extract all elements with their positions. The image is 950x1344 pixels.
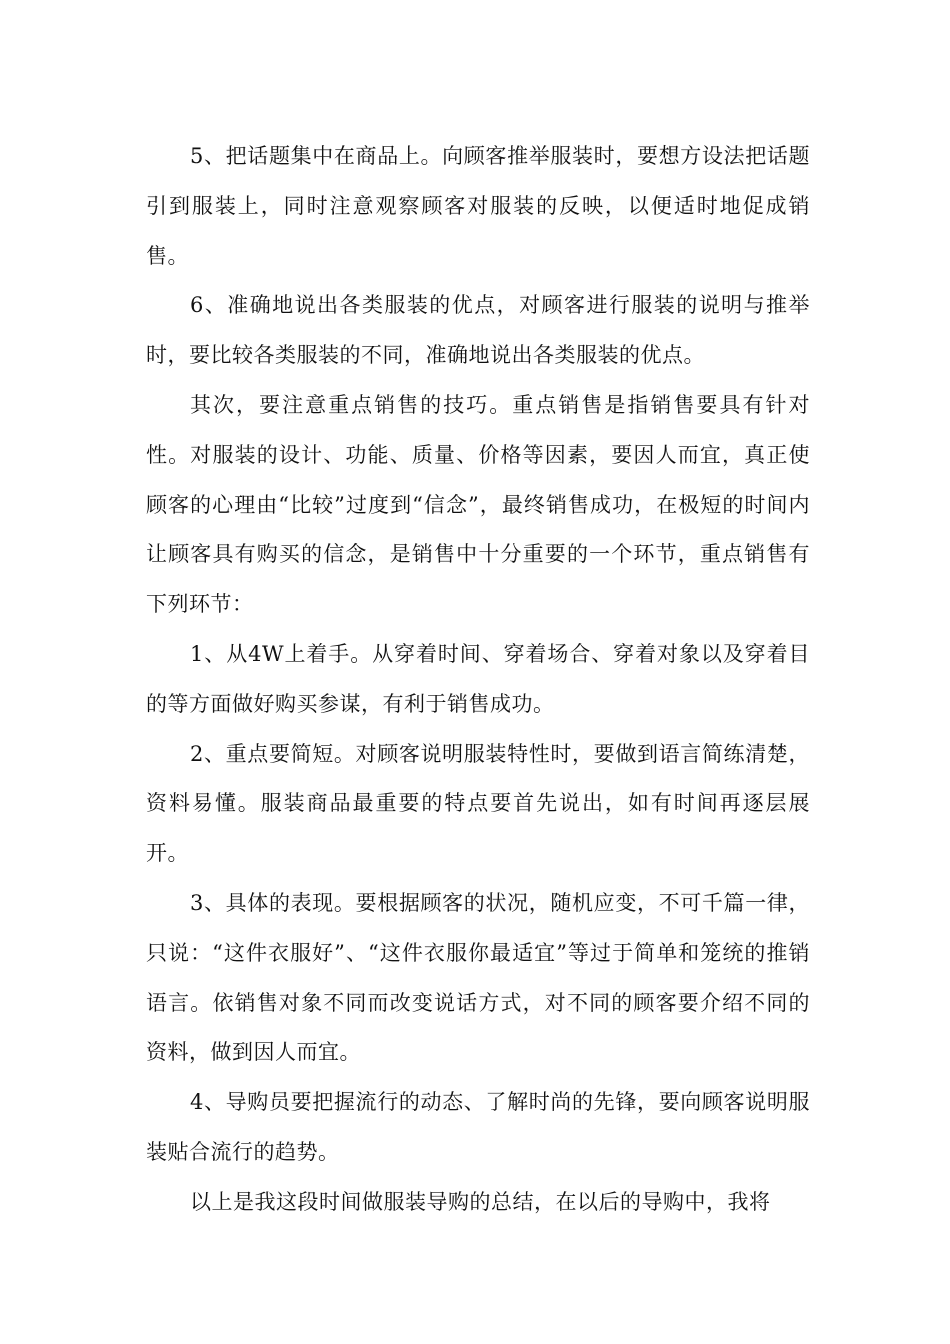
paragraph-summary: 以上是我这段时间做服装导购的总结，在以后的导购中，我将: [190, 1189, 771, 1214]
paragraph-tip-6: 6、准确地说出各类服装的优点，对顾客进行服装的说明与推举时，要比较各类服装的不同，准确地说出各类服装的优点。: [146, 293, 810, 368]
document-body: [146, 132, 810, 1228]
paragraph-step-1: 1、从4W上着手。从穿着时间、穿着场合、穿着对象以及穿着目的等方面做好购买参谋，有利于销售成功。: [146, 641, 810, 716]
paragraph-tip-5: 5、把话题集中在商品上。向顾客推举服装时，要想方设法把话题引到服装上，同时注意观察顾客对服装的反映，以便适时地促成销售。: [146, 144, 810, 268]
paragraph-key-selling: 其次，要注意重点销售的技巧。重点销售是指销售要具有针对性。对服装的设计、功能、质量、价格等因素，要因人而宜，真正使顾客的心理由“比较”过度到“信念”，最终销售成功，在极短的时间内让顾客具有购买的信念，是销售中十分重要的一个环节，重点销售有下列环节：: [146, 392, 810, 617]
paragraph-step-2: 2、重点要简短。对顾客说明服装特性时，要做到语言简练清楚，资料易懂。服装商品最重要的特点要首先说出，如有时间再逐层展开。: [146, 741, 810, 866]
paragraph-step-3: 3、具体的表现。要根据顾客的状况，随机应变，不可千篇一律，只说：“这件衣服好”、“这件衣服你最适宜”等过于简单和笼统的推销语言。依销售对象不同而改变说话方式，对不同的顾客要介绍不同的资料，做到因人而宜。: [146, 890, 810, 1065]
paragraph-step-4: 4、导购员要把握流行的动态、了解时尚的先锋，要向顾客说明服装贴合流行的趋势。: [146, 1090, 810, 1164]
